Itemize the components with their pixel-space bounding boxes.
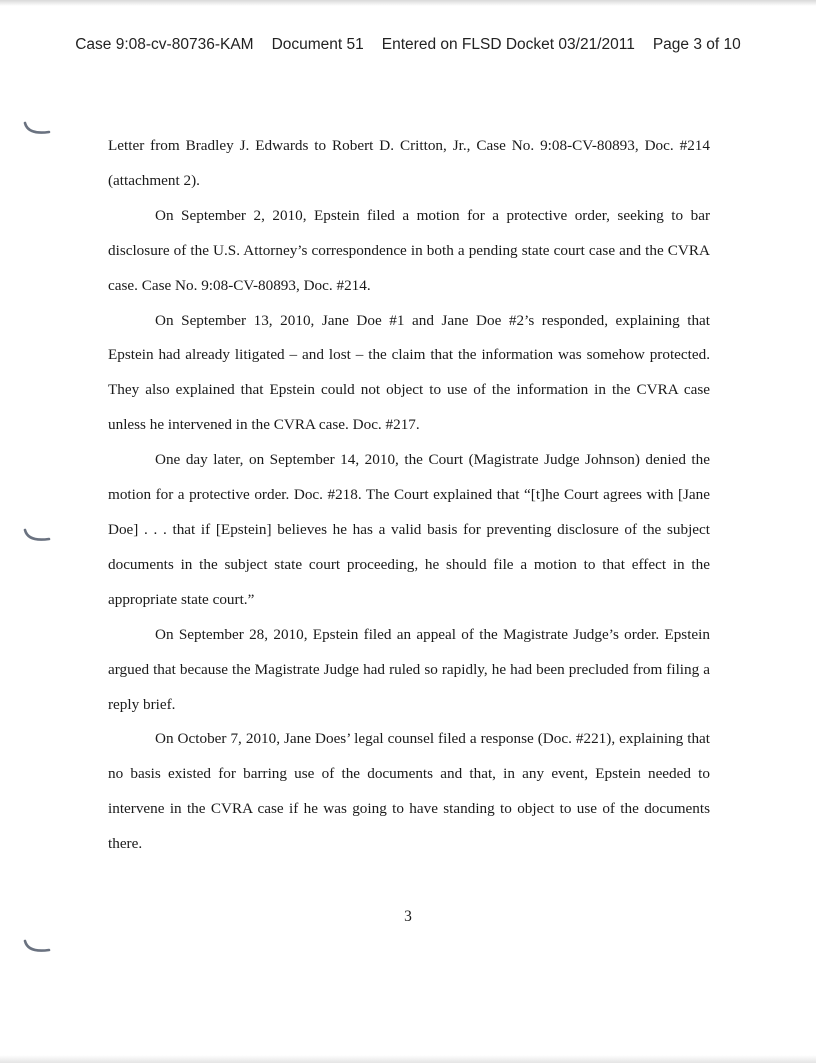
- binder-hole-mark-top: [22, 120, 52, 138]
- page-number: 3: [404, 908, 412, 925]
- paragraph-letter-citation: Letter from Bradley J. Edwards to Robert D. Critton, Jr., Case No. 9:08-CV-80893, Doc. #214 (attachment 2).: [108, 137, 710, 189]
- scan-bottom-edge: [0, 1055, 816, 1063]
- body-text: [108, 129, 710, 862]
- scan-top-edge: [0, 0, 816, 6]
- header-case-number: Case 9:08-cv-80736-KAM: [75, 36, 254, 53]
- paragraph-jane-doe-response: On September 13, 2010, Jane Doe #1 and Jane Doe #2’s responded, explaining that Epstein had already litigated – and lost – the claim that the information was somehow protected. They also explained that Epstein could not object to use of the information in the CVRA case unless he intervened in the CVRA case. Doc. #217.: [108, 311, 710, 434]
- header-document-number: Document 51: [271, 36, 364, 53]
- binder-hole-mark-middle: [22, 527, 52, 545]
- header-page-count: Page 3 of 10: [652, 36, 741, 53]
- paragraph-appeal: On September 28, 2010, Epstein filed an appeal of the Magistrate Judge’s order. Epstein argued that because the Magistrate Judge had ruled so rapidly, he had been precluded from filing a reply brief.: [108, 625, 710, 713]
- paragraph-court-denial: One day later, on September 14, 2010, the Court (Magistrate Judge Johnson) denied the motion for a protective order. Doc. #218. The Court explained that “[t]he Court agrees with [Jane Doe] . . . that if [Epstein] believes he has a valid basis for preventing disclosure of the subject documents in the subject state court proceeding, he should file a motion to that effect in the appropriate state court.”: [108, 451, 710, 608]
- header-entered-docket: Entered on FLSD Docket 03/21/2011: [381, 36, 635, 53]
- paragraph-counsel-response: On October 7, 2010, Jane Does’ legal counsel filed a response (Doc. #221), explaining that no basis existed for barring use of the documents and that, in any event, Epstein needed to intervene in the CVRA case if he was going to have standing to object to use of the documents there.: [108, 730, 710, 853]
- binder-hole-mark-bottom: [22, 938, 52, 956]
- docket-header: [0, 36, 816, 54]
- paragraph-protective-motion: On September 2, 2010, Epstein filed a motion for a protective order, seeking to bar disclosure of the U.S. Attorney’s correspondence in both a pending state court case and the CVRA case. Case No. 9:08-CV-80893, Doc. #214.: [108, 206, 710, 294]
